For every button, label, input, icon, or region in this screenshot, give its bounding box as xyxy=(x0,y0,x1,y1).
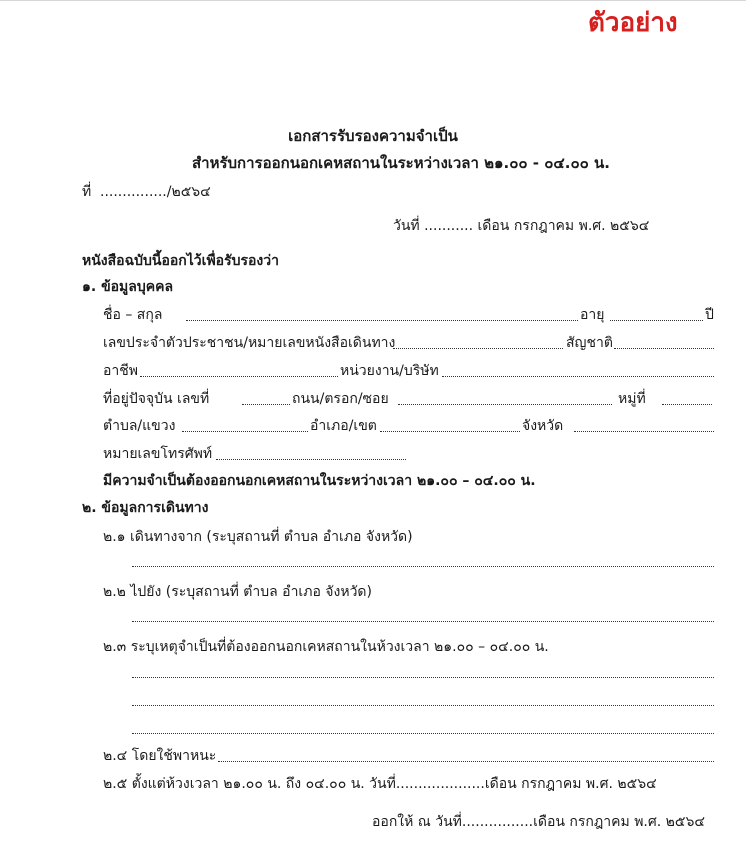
road-field[interactable] xyxy=(398,404,612,405)
sample-stamp: ตัวอย่าง xyxy=(588,8,678,38)
travel-from-field[interactable] xyxy=(132,566,714,567)
occupation-label: อาชีพ xyxy=(103,363,138,379)
travel-period-line: ๒.๕ ตั้งแต่ห้วงเวลา ๒๑.๐๐ น. ถึง ๐๔.๐๐ น. วันที่....................เดือน กรกฎาคม พ.ศ. ๒๕๖๔ xyxy=(103,776,657,792)
document-subtitle: สำหรับการออกนอกเคหสถานในระหว่างเวลา ๒๑.๐๐ - ๐๔.๐๐ น. xyxy=(192,154,610,172)
province-field[interactable] xyxy=(574,431,714,432)
occupation-field[interactable] xyxy=(140,376,338,377)
vehicle-label: ๒.๔ โดยใช้พาหนะ xyxy=(103,748,217,764)
name-field[interactable] xyxy=(186,320,578,321)
phone-label: หมายเลขโทรศัพท์ xyxy=(103,446,213,462)
district-field[interactable] xyxy=(380,431,520,432)
moo-field[interactable] xyxy=(662,404,712,405)
issued-date-line: ออกให้ ณ วันที่................เดือน กรกฎาคม พ.ศ. ๒๕๖๔ xyxy=(372,814,705,830)
reference-number-field[interactable]: .............../๒๕๖๔ xyxy=(100,184,211,200)
necessity-statement: มีความจำเป็นต้องออกนอกเคหสถานในระหว่างเวลา ๒๑.๐๐ – ๐๔.๐๐ น. xyxy=(103,473,536,489)
travel-to-label: ๒.๒ ไปยัง (ระบุสถานที่ ตำบล อำเภอ จังหวัด) xyxy=(103,584,372,600)
document-title: เอกสารรับรองความจำเป็น xyxy=(288,127,458,145)
address-number-field[interactable] xyxy=(242,404,290,405)
name-label: ชื่อ – สกุล xyxy=(103,307,163,323)
top-border-line xyxy=(0,0,746,1)
document-date-line: วันที่ ........... เดือน กรกฎาคม พ.ศ. ๒๕๖๔ xyxy=(393,218,650,234)
province-label: จังหวัด xyxy=(522,418,564,434)
reason-field-line-3[interactable] xyxy=(132,733,714,734)
agency-field[interactable] xyxy=(442,376,714,377)
age-label: อายุ xyxy=(580,307,605,323)
moo-label: หมู่ที่ xyxy=(618,391,646,407)
id-number-field[interactable] xyxy=(393,348,563,349)
reason-label: ๒.๓ ระบุเหตุจำเป็นที่ต้องออกนอกเคหสถานในห้วงเวลา ๒๑.๐๐ – ๐๔.๐๐ น. xyxy=(103,639,549,655)
subdistrict-field[interactable] xyxy=(182,431,308,432)
agency-label: หน่วยงาน/บริษัท xyxy=(340,363,439,379)
vehicle-field[interactable] xyxy=(218,761,714,762)
age-unit-label: ปี xyxy=(705,307,714,323)
district-label: อำเภอ/เขต xyxy=(310,418,377,434)
road-label: ถนน/ตรอก/ซอย xyxy=(292,391,389,407)
nationality-label: สัญชาติ xyxy=(566,335,613,351)
id-number-label: เลขประจำตัวประชาชน/หมายเลขหนังสือเดินทาง xyxy=(103,335,396,351)
section1-heading: ๑. ข้อมูลบุคคล xyxy=(82,279,174,295)
subdistrict-label: ตำบล/แขวง xyxy=(103,418,176,434)
reason-field-line-1[interactable] xyxy=(132,677,714,678)
section2-heading: ๒. ข้อมูลการเดินทาง xyxy=(82,500,209,516)
reference-label: ที่ xyxy=(82,184,92,200)
address-number-label: ที่อยู่ปัจจุบัน เลขที่ xyxy=(103,391,210,407)
travel-from-label: ๒.๑ เดินทางจาก (ระบุสถานที่ ตำบล อำเภอ จังหวัด) xyxy=(103,529,413,545)
intro-statement: หนังสือฉบับนี้ออกไว้เพื่อรับรองว่า xyxy=(82,253,279,269)
age-field[interactable] xyxy=(610,320,703,321)
phone-field[interactable] xyxy=(216,459,406,460)
nationality-field[interactable] xyxy=(614,348,714,349)
reason-field-line-2[interactable] xyxy=(132,705,714,706)
travel-to-field[interactable] xyxy=(132,621,714,622)
